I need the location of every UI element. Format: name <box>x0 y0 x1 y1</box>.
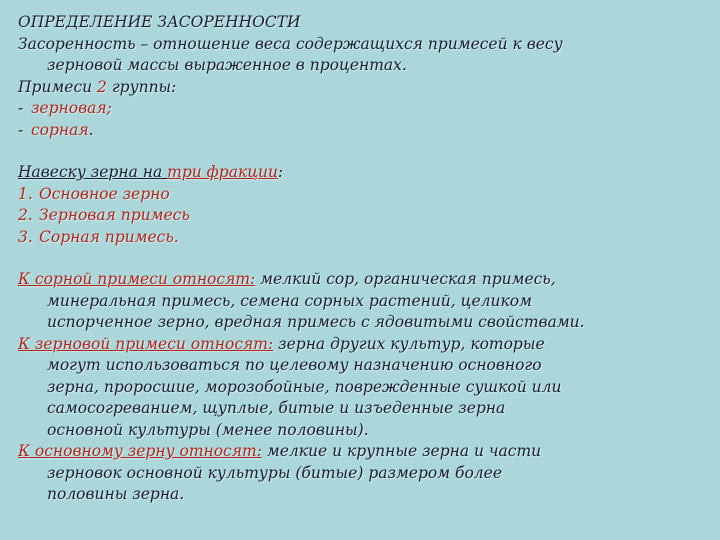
grain-impurity-line-3: зерна, проросшие, морозобойные, поврежденные сушкой или <box>47 377 562 396</box>
definition-line-1: Засоренность – отношение веса содержащихся примесей к весу <box>18 34 563 53</box>
weed-impurity-line-1 <box>18 269 702 291</box>
grain-impurity-label: К зерновой примеси относят: <box>18 334 274 353</box>
group-item-weed <box>18 120 702 142</box>
main-grain-line-1 <box>18 441 702 463</box>
fraction-number: 3. <box>18 227 33 246</box>
groups-line <box>18 77 702 99</box>
fractions-intro-c: : <box>278 163 284 181</box>
fraction-item <box>18 184 702 206</box>
grain-impurity-line-5: основной культуры (менее половины). <box>47 420 369 439</box>
slide-title: ОПРЕДЕЛЕНИЕ ЗАСОРЕННОСТИ <box>18 13 301 31</box>
main-grain-label: К основному зерну относят: <box>18 442 262 460</box>
group-item-grain-text: зерновая; <box>31 99 112 117</box>
group-item-weed-end: . <box>88 120 94 139</box>
weed-impurity-label: К сорной примеси относят: <box>18 270 256 288</box>
dash-marker: - <box>18 99 24 117</box>
grain-impurity-line-4: самосогреванием, щуплые, битые и изъеденные зерна <box>47 399 506 417</box>
groups-count: 2 <box>97 77 107 96</box>
main-grain-line-2: зерновок основной культуры (битые) размером более <box>47 463 503 482</box>
spacer <box>18 141 702 162</box>
fraction-text: Сорная примесь. <box>39 227 179 246</box>
weed-impurity-line-2: минеральная примесь, семена сорных растений, целиком <box>47 291 532 310</box>
dash-marker: - <box>18 120 24 139</box>
main-grain-line-3: половины зерна. <box>47 485 185 503</box>
groups-text-c: группы: <box>106 77 177 96</box>
spacer <box>18 248 702 269</box>
fractions-intro-a: Навеску зерна на <box>18 163 168 181</box>
groups-text-a: Примеси <box>18 77 98 96</box>
fraction-item <box>18 227 702 249</box>
fraction-item <box>18 205 702 227</box>
fraction-text: Основное зерно <box>39 184 170 203</box>
grain-impurity-text: зерна других культур, которые <box>273 334 545 353</box>
grain-impurity-line-1 <box>18 334 702 356</box>
main-grain-text: мелкие и крупные зерна и части <box>261 442 542 460</box>
group-item-weed-text: сорная <box>31 120 89 139</box>
fraction-text: Зерновая примесь <box>39 206 190 224</box>
definition-line-2: зерновой массы выраженное в процентах. <box>47 56 407 74</box>
fraction-number: 2. <box>18 206 33 224</box>
weed-impurity-line-3: испорченное зерно, вредная примесь с ядовитыми свойствами. <box>47 313 585 331</box>
weed-impurity-text: мелкий сор, органическая примесь, <box>255 270 556 288</box>
fraction-number: 1. <box>18 184 33 203</box>
fractions-intro <box>18 162 702 184</box>
fractions-count: три фракции <box>167 163 278 181</box>
group-item-grain <box>18 98 702 120</box>
grain-impurity-line-2: могут использоваться по целевому назначению основного <box>47 356 542 374</box>
